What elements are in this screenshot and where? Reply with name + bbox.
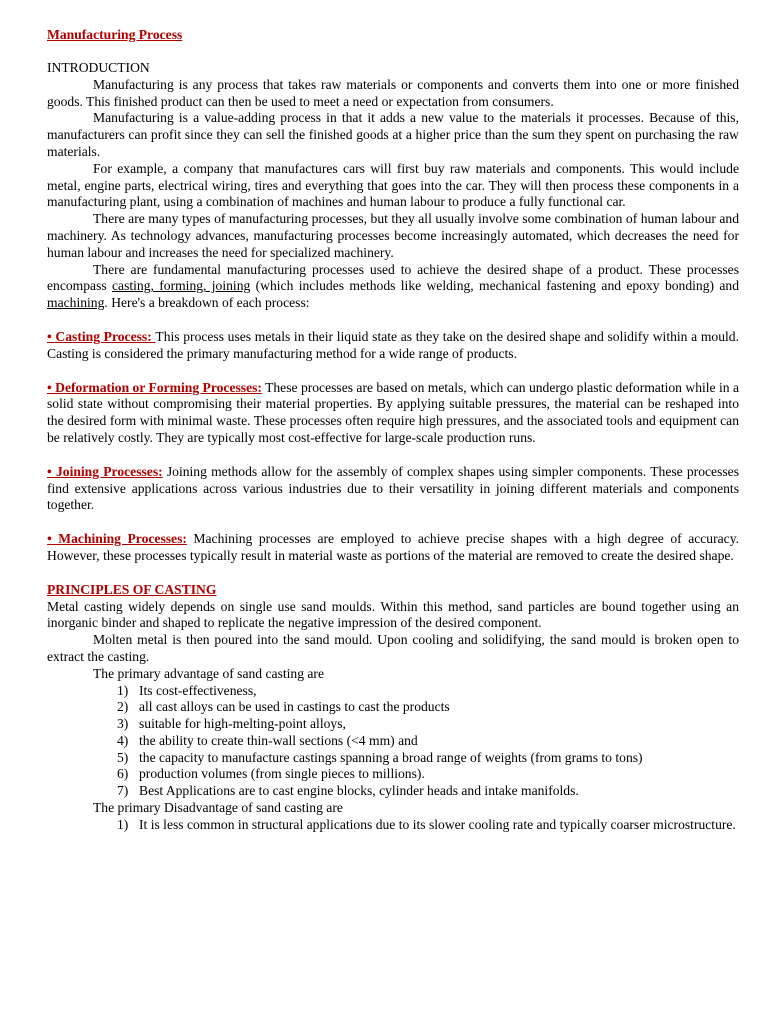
process-forming: • Deformation or Forming Processes: These processes are based on metals, which can undergo plastic deformation while in a solid state without compromising their material properties. By applying suitable pressures, the material can be reshaped into the desired form with minimal waste. These processes often require high pressures, and the associated tools and equipment can be relatively costly. They are typically most cost-effective for large-scale production runs. [47, 379, 739, 445]
document-page [47, 26, 739, 834]
disadvantages-intro: The primary Disadvantage of sand casting are [93, 800, 343, 816]
process-joining: • Joining Processes: Joining methods allow for the assembly of complex shapes using simpler components. These processes find extensive applications across various industries due to their versatility in joining different materials and components together. [47, 463, 739, 513]
process-heading: • Deformation or Forming Processes: [47, 379, 262, 395]
list-item: 7) Best Applications are to cast engine blocks, cylinder heads and intake manifolds. [117, 783, 579, 799]
intro-paragraph: Manufacturing is a value-adding process in that it adds a new value to the materials it processes. Because of this, manufacturers can profit since they can sell the finished goods at a higher price than the sum they spent on purchasing the raw materials. [47, 110, 739, 159]
document-title: Manufacturing Process [47, 27, 183, 42]
casting-paragraph: Metal casting widely depends on single use sand moulds. Within this method, sand particles are bound together using an inorganic binder and shaped to replicate the negative impression of the desired component. [47, 598, 739, 631]
intro-heading: INTRODUCTION [47, 60, 150, 75]
list-item: 3) suitable for high-melting-point alloys, [117, 716, 346, 732]
list-item: 2) all cast alloys can be used in castings to cast the products [117, 699, 450, 715]
list-item: 1) Its cost-effectiveness, [117, 682, 257, 698]
process-casting: • Casting Process: This process uses metals in their liquid state as they take on the desired shape and solidify within a mould. Casting is considered the primary manufacturing method for a wide range of products. [47, 328, 739, 361]
list-item: 4) the ability to create thin-wall sections (<4 mm) and [117, 732, 418, 748]
list-item: 6) production volumes (from single pieces to millions). [117, 766, 425, 782]
advantages-intro: The primary advantage of sand casting are [93, 665, 324, 681]
intro-paragraph: Manufacturing is any process that takes raw materials or components and converts them into one or more finished goods. This finished product can then be used to meet a need or expectation from consumers. [47, 76, 739, 109]
casting-heading: PRINCIPLES OF CASTING [47, 581, 217, 597]
underlined-processes: casting, forming, joining [112, 278, 251, 294]
casting-paragraph: Molten metal is then poured into the sand mould. Upon cooling and solidifying, the sand mould is broken open to extract the casting. [47, 632, 739, 664]
intro-paragraph-fundamental: There are fundamental manufacturing processes used to achieve the desired shape of a product. These processes encompass casting, forming, joining (which includes methods like welding, mechanical fastening and epoxy bonding) and machining. Here's a breakdown of each process: [47, 261, 739, 311]
process-heading: • Joining Processes: [47, 463, 163, 479]
intro-paragraph: For example, a company that manufactures cars will first buy raw materials and components. This would include metal, engine parts, electrical wiring, tires and everything that goes into the car. They will then process these components in a manufacturing plant, using a combination of machines and human labour to produce a fully functional car. [47, 160, 739, 210]
process-machining: • Machining Processes: Machining processes are employed to achieve precise shapes with a high degree of accuracy. However, these processes typically result in material waste as portions of the material are removed to create the desired shape. [47, 531, 740, 563]
advantages-list [47, 683, 739, 801]
process-heading: • Machining Processes: [47, 531, 187, 547]
list-item: 5) the capacity to manufacture castings spanning a broad range of weights (from grams to tons) [117, 749, 643, 765]
process-heading: • Casting Process: [47, 328, 156, 344]
underlined-machining: machining [47, 295, 105, 311]
disadvantages-list [47, 817, 739, 834]
intro-paragraph: There are many types of manufacturing processes, but they all usually involve some combination of human labour and machinery. As technology advances, manufacturing processes become increasingly automated, which decreases the need for human labour and increases the need for specialized machinery. [47, 211, 739, 260]
list-item: 1) It is less common in structural applications due to its slower cooling rate and typically coarser microstructure. [117, 816, 736, 832]
